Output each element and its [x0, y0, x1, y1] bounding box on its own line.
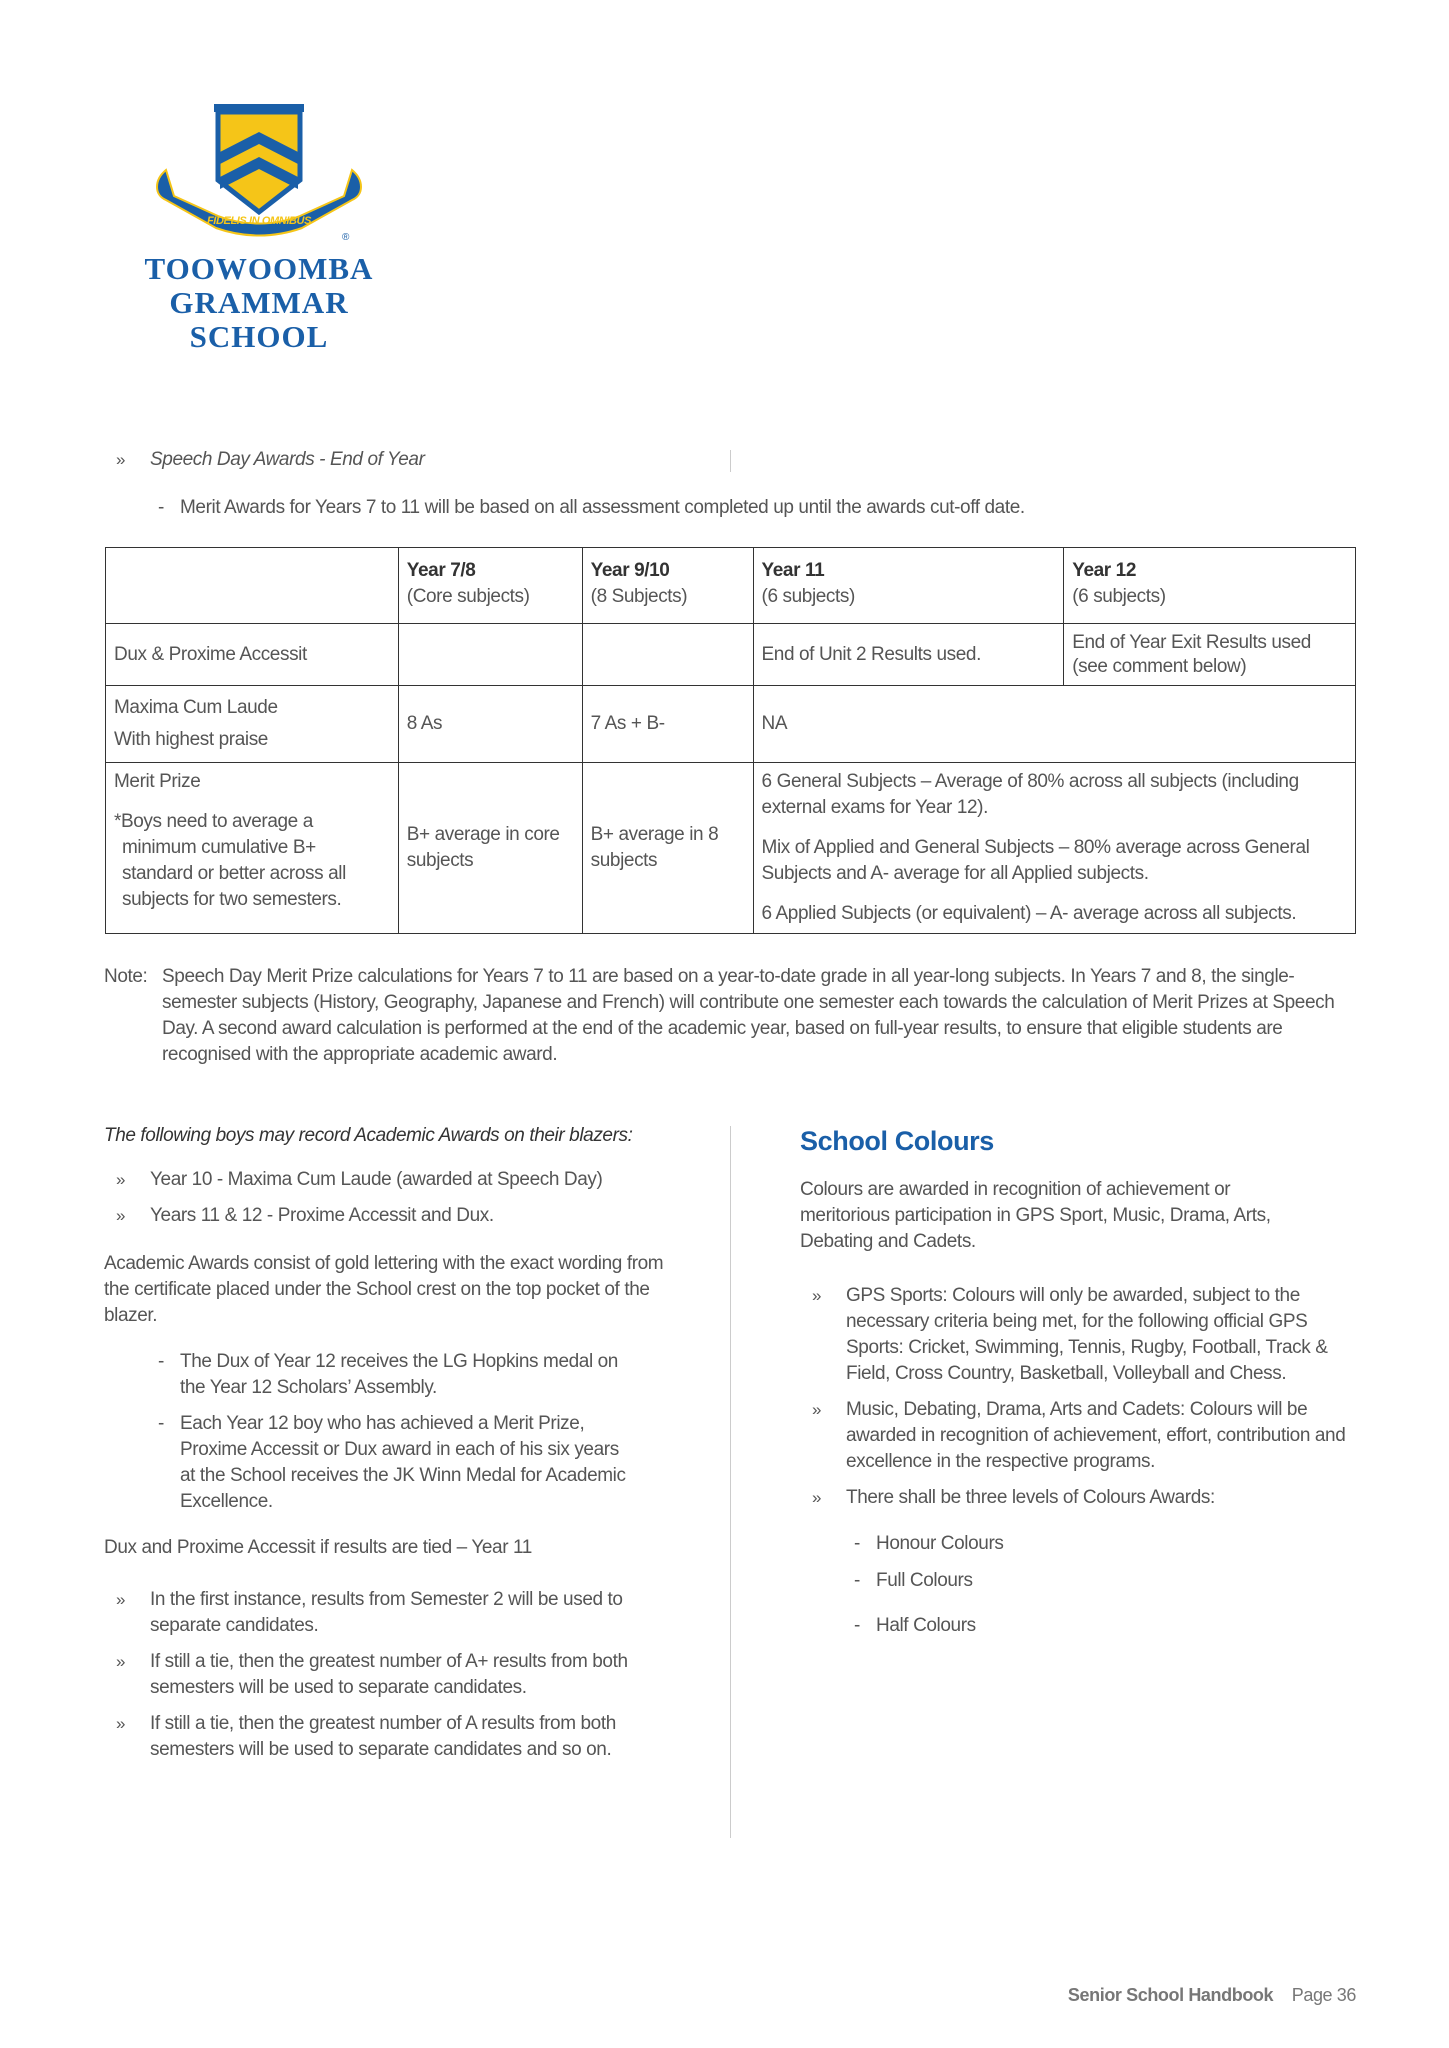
footer-title: Senior School Handbook	[1067, 1985, 1274, 2005]
list-item: » GPS Sports: Colours will only be awarded, subject to the necessary criteria being met, for the following official GPS Sports: Cricket, Swimming, Tennis, Rugby, Football, Track & Field, Cross Country, Basketball, Volleyball and Chess.	[812, 1285, 1328, 1384]
cell: 7 As + B-	[582, 686, 753, 763]
left-column	[104, 1123, 664, 1763]
cell: NA	[753, 686, 1355, 763]
table-row	[106, 686, 1356, 763]
cell: 6 General Subjects – Average of 80% across all subjects (including external exams for Year 12). Mix of Applied and General Subjects – 80% average across General Subjects and A- average for all Applied subjects. 6 Applied Subjects (or equivalent) – A- average across all subjects.	[753, 763, 1355, 934]
merit-line-text: Merit Awards for Years 7 to 11 will be based on all assessment completed up until the awards cut-off date.	[180, 497, 1025, 518]
list-item: » Year 10 - Maxima Cum Laude (awarded at Speech Day)	[116, 1169, 603, 1190]
school-crest-icon	[104, 100, 414, 250]
logo-line-1: TOOWOOMBA	[144, 251, 374, 286]
header-year-12: Year 12 (6 subjects)	[1064, 548, 1356, 624]
speech-day-title: Speech Day Awards - End of Year	[150, 449, 425, 470]
school-colours-intro: Colours are awarded in recognition of achievement or meritorious participation in GPS Sport, Music, Drama, Arts, Debating and Cadets.	[800, 1179, 1271, 1252]
list-item: - Half Colours	[854, 1615, 976, 1636]
tie-heading: Dux and Proxime Accessit if results are tied – Year 11	[104, 1537, 532, 1558]
page-number: Page 36	[1291, 1985, 1356, 2005]
svg-text:®: ®	[342, 232, 349, 243]
academic-awards-para: Academic Awards consist of gold lettering with the exact wording from the certificate placed under the School crest on the top pocket of the blazer.	[104, 1253, 664, 1326]
header-year-9-10: Year 9/10 (8 Subjects)	[582, 548, 753, 624]
list-item: - Honour Colours	[854, 1533, 1004, 1554]
column-divider	[730, 1126, 731, 1838]
table-row	[106, 624, 1356, 686]
header-empty	[106, 548, 399, 624]
list-item: » Years 11 & 12 - Proxime Accessit and Dux.	[116, 1205, 494, 1226]
cell: 8 As	[398, 686, 582, 763]
note-label: Note:	[104, 966, 148, 987]
cell	[398, 624, 582, 686]
row-label: Maxima Cum Laude With highest praise	[106, 686, 399, 763]
list-item: - Full Colours	[854, 1570, 973, 1591]
list-item: » In the first instance, results from Semester 2 will be used to separate candidates.	[116, 1589, 623, 1636]
footer	[1068, 1985, 1356, 2006]
table-header-row	[106, 548, 1356, 624]
header-year-11: Year 11 (6 subjects)	[753, 548, 1064, 624]
cell: End of Unit 2 Results used.	[753, 624, 1064, 686]
cell: End of Year Exit Results used (see comment below)	[1064, 624, 1356, 686]
list-item: » There shall be three levels of Colours Awards:	[812, 1487, 1215, 1508]
logo-line-2: GRAMMAR SCHOOL	[169, 285, 349, 354]
merit-line	[158, 495, 1025, 521]
row-label: Dux & Proxime Accessit	[106, 624, 399, 686]
note	[104, 964, 1364, 1068]
awards-table	[105, 547, 1356, 934]
right-column	[800, 1126, 1360, 1639]
list-item: » If still a tie, then the greatest number of A+ results from both semesters will be used to separate candidates.	[116, 1651, 628, 1698]
list-item: » If still a tie, then the greatest number of A results from both semesters will be used to separate candidates and so on.	[116, 1713, 616, 1760]
cell: B+ average in 8 subjects	[582, 763, 753, 934]
row-label: Merit Prize *Boys need to average a minimum cumulative B+ standard or better across all subjects for two semesters.	[106, 763, 399, 934]
list-item: - Each Year 12 boy who has achieved a Merit Prize, Proxime Accessit or Dux award in each of his six years at the School receives the JK Winn Medal for Academic Excellence.	[158, 1413, 626, 1512]
cell: B+ average in core subjects	[398, 763, 582, 934]
school-logo	[104, 100, 414, 354]
dash-marker: -	[158, 497, 164, 518]
motto-text: FIDELIS IN OMNIBUS	[206, 215, 312, 227]
divider	[730, 450, 731, 472]
speech-day-heading	[116, 447, 425, 473]
list-item: - The Dux of Year 12 receives the LG Hopkins medal on the Year 12 Scholars’ Assembly.	[158, 1351, 618, 1398]
note-text: Speech Day Merit Prize calculations for Years 7 to 11 are based on a year-to-date grade in all year-long subjects. In Years 7 and 8, the single-semester subjects (History, Geography, Japanese and French) will contribute one semester each towards the calculation of Merit Prizes at Speech Day. A second award calculation is performed at the end of the academic year, based on full-year results, to ensure that eligible students are recognised with the appropriate academic award.	[162, 966, 1335, 1065]
bullet-chevron-icon: »	[116, 450, 126, 469]
list-item: » Music, Debating, Drama, Arts and Cadets: Colours will be awarded in recognition of achievement, effort, contribution and excellence in the respective programs.	[812, 1399, 1346, 1472]
header-year-7-8: Year 7/8 (Core subjects)	[398, 548, 582, 624]
cell	[582, 624, 753, 686]
table-row	[106, 763, 1356, 934]
school-colours-title: School Colours	[800, 1126, 994, 1156]
academic-awards-intro: The following boys may record Academic Awards on their blazers:	[104, 1125, 633, 1146]
